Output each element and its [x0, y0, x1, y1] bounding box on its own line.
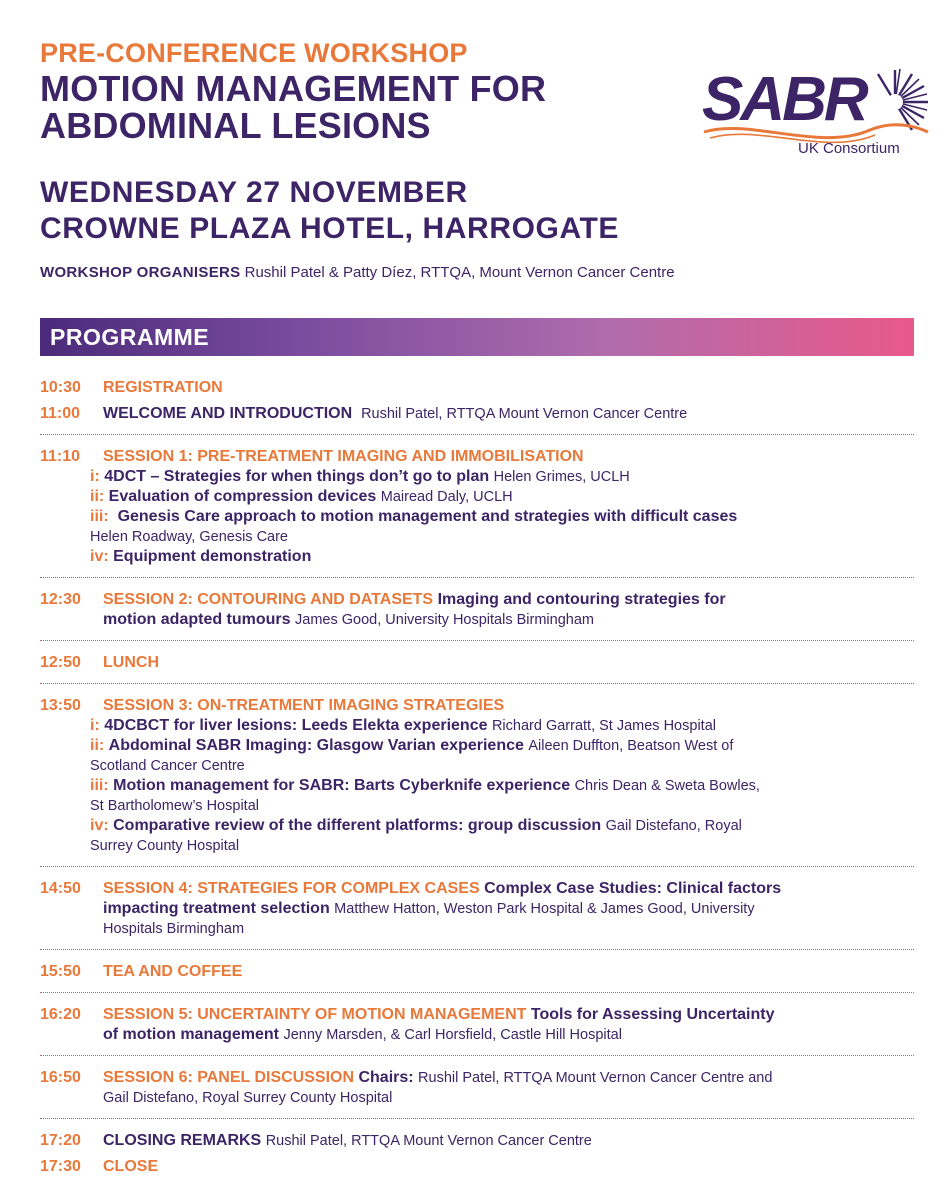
- agenda-row-session1: [40, 447, 914, 467]
- agenda-time: 12:30: [40, 591, 81, 608]
- dotted-divider: [40, 683, 914, 684]
- agenda-block-opening: [40, 378, 914, 430]
- agenda-speaker: Rushil Patel, RTTQA Mount Vernon Cancer Centre: [265, 1133, 592, 1149]
- svg-text:SABR: SABR: [702, 65, 866, 134]
- agenda-time: 11:10: [40, 448, 81, 465]
- agenda-block-tea: [40, 962, 914, 988]
- agenda: [40, 378, 914, 1183]
- agenda-speaker: Rushil Patel, RTTQA Mount Vernon Cancer Centre: [361, 406, 688, 422]
- main-title: [40, 70, 680, 144]
- organisers: [40, 264, 675, 281]
- session-title: SESSION 4: STRATEGIES FOR COMPLEX CASES: [103, 880, 480, 897]
- agenda-row-session3: [40, 696, 914, 716]
- agenda-time: 10:30: [40, 379, 81, 396]
- agenda-time: 13:50: [40, 697, 81, 714]
- agenda-title: REGISTRATION: [103, 379, 223, 396]
- agenda-title: CLOSING REMARKS: [103, 1132, 262, 1149]
- session-title: SESSION 1: PRE-TREATMENT IMAGING AND IMMOBILISATION: [103, 448, 584, 465]
- agenda-row-tea: [40, 962, 914, 982]
- session1-item-3: iii: Genesis Care approach to motion management and strategies with difficult cases Helen Roadway, Genesis Care: [90, 508, 738, 545]
- agenda-block-session6: [40, 1068, 914, 1114]
- session3-item-3: iii: Motion management for SABR: Barts Cyberknife experience Chris Dean & Sweta Bowles, St Bartholomew’s Hospital: [90, 777, 760, 814]
- session-title: SESSION 5: UNCERTAINTY OF MOTION MANAGEMENT: [103, 1006, 527, 1023]
- title-line-2: ABDOMINAL LESIONS: [40, 105, 431, 146]
- agenda-block-session1: [40, 447, 914, 573]
- session3-item-1: i: 4DCBCT for liver lesions: Leeds Elekta experience Richard Garratt, St James Hospital: [90, 717, 716, 734]
- agenda-block-lunch: [40, 653, 914, 679]
- agenda-row-close: [40, 1157, 914, 1177]
- agenda-title: CLOSE: [103, 1158, 159, 1175]
- agenda-speaker: James Good, University Hospitals Birmingham: [295, 612, 594, 628]
- agenda-time: 12:50: [40, 654, 81, 671]
- agenda-row-session2: 12:30 SESSION 2: CONTOURING AND DATASETS Imaging and contouring strategies for motion adapted tumours James Good, University Hospitals Birmingham: [40, 591, 726, 628]
- event-date: WEDNESDAY 27 NOVEMBER: [40, 176, 468, 209]
- dotted-divider: [40, 640, 914, 641]
- session1-item-2: ii: Evaluation of compression devices Mairead Daly, UCLH: [90, 488, 513, 505]
- agenda-time: 14:50: [40, 880, 81, 897]
- sunburst-icon: [878, 69, 928, 130]
- dotted-divider: [40, 1118, 914, 1119]
- session-title: SESSION 2: CONTOURING AND DATASETS: [103, 591, 434, 608]
- agenda-row-session6: 16:50 SESSION 6: PANEL DISCUSSION Chairs: Rushil Patel, RTTQA Mount Vernon Cancer Centre and Gail Distefano, Royal Surrey County Hospital: [40, 1069, 773, 1106]
- dotted-divider: [40, 1055, 914, 1056]
- agenda-time: 17:30: [40, 1158, 81, 1175]
- dotted-divider: [40, 992, 914, 993]
- agenda-title: TEA AND COFFEE: [103, 963, 243, 980]
- agenda-time: 15:50: [40, 963, 81, 980]
- agenda-time: 11:00: [40, 405, 81, 422]
- agenda-row-welcome: [40, 404, 914, 424]
- agenda-row-lunch: [40, 653, 914, 673]
- agenda-block-session4: [40, 879, 914, 945]
- pre-title: PRE-CONFERENCE WORKSHOP: [40, 38, 468, 68]
- agenda-row-session4: 14:50 SESSION 4: STRATEGIES FOR COMPLEX CASES Complex Case Studies: Clinical factors impacting treatment selection Matthew Hatton, Weston Park Hospital & James Good, University Hospitals Birmingham: [40, 880, 782, 937]
- header: [40, 38, 680, 144]
- agenda-time: 17:20: [40, 1132, 81, 1149]
- title-line-1: MOTION MANAGEMENT FOR: [40, 68, 547, 109]
- agenda-title: WELCOME AND INTRODUCTION: [103, 405, 353, 422]
- event-details: [40, 175, 619, 247]
- agenda-time: 16:50: [40, 1069, 81, 1086]
- organisers-text: Rushil Patel & Patty Díez, RTTQA, Mount Vernon Cancer Centre: [244, 264, 675, 281]
- svg-text:UK Consortium: UK Consortium: [798, 140, 900, 157]
- agenda-row-closing: [40, 1131, 914, 1151]
- agenda-block-session3: [40, 696, 914, 862]
- session3-item-4: iv: Comparative review of the different platforms: group discussion Gail Distefano, Royal Surrey County Hospital: [90, 817, 742, 854]
- event-venue: CROWNE PLAZA HOTEL, HARROGATE: [40, 212, 620, 245]
- agenda-block-closing: [40, 1131, 914, 1183]
- dotted-divider: [40, 949, 914, 950]
- agenda-block-session2: [40, 590, 914, 636]
- organisers-label: WORKSHOP ORGANISERS: [40, 264, 241, 281]
- sabr-logo-graphic: [700, 60, 930, 160]
- sabr-logo: [700, 60, 930, 160]
- programme-label: PROGRAMME: [50, 324, 210, 350]
- session3-item-2: ii: Abdominal SABR Imaging: Glasgow Varian experience Aileen Duffton, Beatson West of Scotland Cancer Centre: [90, 737, 734, 774]
- session-title: SESSION 6: PANEL DISCUSSION: [103, 1069, 355, 1086]
- session1-item-4: iv: Equipment demonstration: [90, 548, 312, 565]
- dotted-divider: [40, 866, 914, 867]
- dotted-divider: [40, 434, 914, 435]
- dotted-divider: [40, 577, 914, 578]
- agenda-time: 16:20: [40, 1006, 81, 1023]
- session1-item-1: i: 4DCT – Strategies for when things don’t go to plan Helen Grimes, UCLH: [90, 468, 630, 485]
- session-title: SESSION 3: ON-TREATMENT IMAGING STRATEGIES: [103, 697, 505, 714]
- agenda-row-session5: 16:20 SESSION 5: UNCERTAINTY OF MOTION MANAGEMENT Tools for Assessing Uncertainty of motion management Jenny Marsden, & Carl Horsfield, Castle Hill Hospital: [40, 1006, 775, 1043]
- programme-banner: [40, 318, 914, 356]
- agenda-title: LUNCH: [103, 654, 159, 671]
- agenda-row-registration: [40, 378, 914, 398]
- agenda-block-session5: [40, 1005, 914, 1051]
